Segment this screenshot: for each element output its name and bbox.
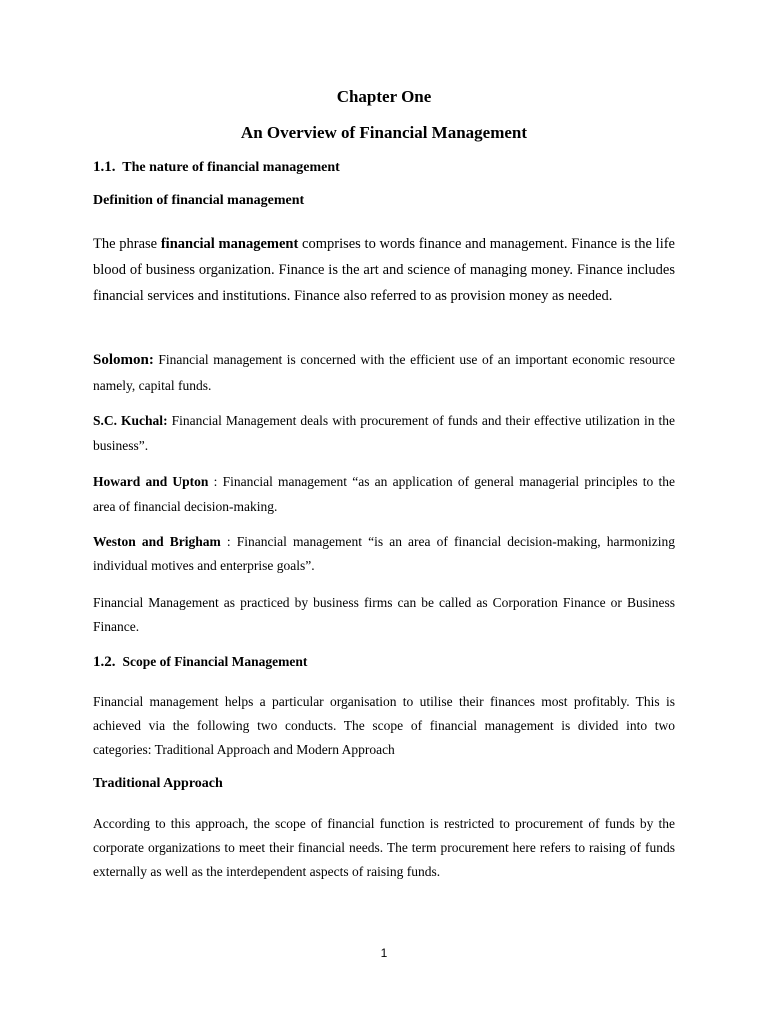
section-1-2-number: 1.2. (93, 654, 116, 670)
page-number: 1 (380, 946, 388, 960)
intro-bold-term: financial management (160, 236, 299, 252)
intro-paragraph (93, 231, 675, 309)
scope-paragraph: Financial management helps a particular organisation to utilise their finances most profitably. This is achieved via the following two conducts. The scope of financial management is divided into two categories: Traditional Approach and Modern Approach (93, 694, 675, 757)
definition-author: S.C. Kuchal: (93, 413, 168, 428)
traditional-approach-paragraph: According to this approach, the scope of financial function is restricted to procurement of funds by the corporate organizations to meet their financial needs. The term procurement here refers to raising of funds externally as well as the interdependent aspects of raising funds. (93, 816, 675, 879)
definition-heading: Definition of financial management (93, 193, 305, 208)
section-1-1-number: 1.1. (93, 159, 116, 175)
traditional-approach-heading: Traditional Approach (93, 776, 223, 791)
definition-author: Solomon: (93, 352, 154, 368)
definition-text: : Financial management “as an application of general managerial principles to the area of financial decision-making. (93, 474, 676, 514)
definition-howard-upton (93, 469, 675, 519)
chapter-label: Chapter One (336, 87, 432, 106)
section-1-1-title: The nature of financial management (122, 160, 340, 175)
definition-text: Financial management is concerned with the efficient use of an important economic resource namely, capital funds. (93, 352, 675, 393)
definition-text: : Financial management “is an area of financial decision-making, harmonizing individual motives and enterprise goals”. (93, 534, 675, 573)
section-1-2-heading (93, 654, 307, 671)
chapter-title: An Overview of Financial Management (240, 123, 528, 142)
section-1-1-heading (93, 159, 340, 176)
intro-rest: comprises to words finance and management. Finance is the life blood of business organization. Finance is the art and science of managing money. Finance includes financial services and institutions. Finance also referred to as provision money as needed. (93, 236, 675, 304)
definition-author: Weston and Brigham (93, 534, 221, 549)
definition-text: Financial Management deals with procurement of funds and their effective utilization in the business”. (93, 413, 675, 453)
intro-pre: The phrase (93, 236, 161, 252)
definition-author: Howard and Upton (93, 474, 209, 489)
corporation-finance-paragraph: Financial Management as practiced by business firms can be called as Corporation Finance or Business Finance. (93, 595, 675, 634)
definition-kuchal (93, 408, 675, 458)
section-1-2-title: Scope of Financial Management (122, 654, 308, 669)
definition-weston-brigham (93, 530, 675, 578)
definition-solomon (93, 347, 675, 398)
